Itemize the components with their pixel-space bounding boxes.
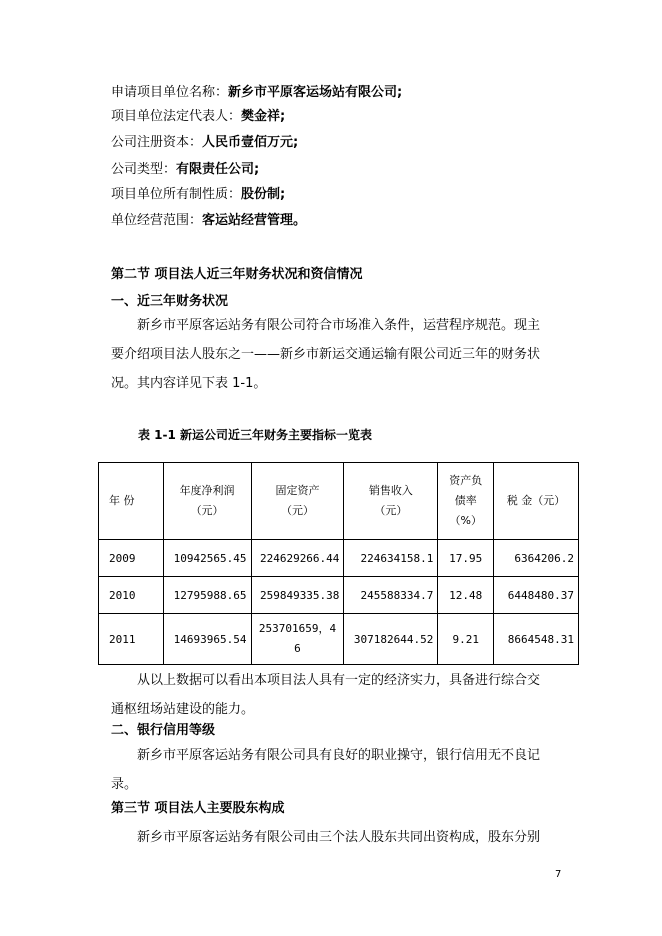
info-value: 樊金祥; — [241, 109, 286, 124]
header-line: （元） — [190, 504, 224, 517]
header-line: （元） — [374, 504, 408, 517]
table-caption: 表 1-1 新运公司近三年财务主要指标一览表 — [138, 428, 373, 442]
section-2-para3 — [111, 741, 551, 799]
info-label: 项目单位法定代表人： — [111, 109, 242, 124]
header-line: 销售收入 — [368, 484, 413, 497]
section-2-sub2: 二、银行信用等级 — [111, 723, 216, 738]
info-value: 客运站经营管理。 — [202, 213, 307, 228]
header-line: 年度净利润 — [179, 484, 235, 497]
info-line-scope — [111, 212, 306, 230]
cell-sales: 307182644.52 — [344, 614, 438, 665]
header-profit — [163, 463, 251, 540]
info-label: 公司类型： — [111, 162, 177, 177]
page-number: 7 — [555, 869, 562, 880]
para-line: 新乡市平原客运站务有限公司符合市场准入条件，运营程序规范。现主 — [137, 318, 541, 333]
header-year: 年 份 — [99, 463, 164, 540]
cell-year: 2009 — [99, 540, 164, 577]
section-3-para — [111, 823, 551, 852]
para-line: 通枢纽场站建设的能力。 — [111, 702, 255, 717]
cell-year: 2010 — [99, 577, 164, 614]
cell-tax: 6364206.2 — [494, 540, 579, 577]
section-2-para2 — [111, 666, 551, 724]
cell-assets: 259849335.38 — [251, 577, 344, 614]
header-debt-ratio — [438, 463, 494, 540]
info-line-applicant — [111, 84, 402, 102]
header-tax: 税 金（元） — [494, 463, 579, 540]
info-label: 项目单位所有制性质： — [111, 187, 242, 202]
header-assets — [251, 463, 344, 540]
cell-profit: 10942565.45 — [163, 540, 251, 577]
cell-assets: 224629266.44 — [251, 540, 344, 577]
cell-assets — [251, 614, 344, 665]
cell-line: 6 — [294, 642, 301, 655]
para-line: 新乡市平原客运站务有限公司由三个法人股东共同出资构成，股东分别 — [137, 830, 541, 845]
info-line-ownership — [111, 186, 285, 204]
para-line: 从以上数据可以看出本项目法人具有一定的经济实力，具备进行综合交 — [137, 673, 541, 688]
info-line-legal-rep — [111, 108, 285, 126]
header-line: （元） — [280, 504, 314, 517]
info-value: 股份制; — [241, 187, 286, 202]
info-line-capital — [111, 134, 298, 152]
header-line: 资产负 — [449, 474, 483, 487]
para-line: 新乡市平原客运站务有限公司具有良好的职业操守，银行信用无不良记 — [137, 748, 541, 763]
cell-debt: 17.95 — [438, 540, 494, 577]
section-3-title: 第三节 项目法人主要股东构成 — [111, 801, 285, 816]
info-label: 单位经营范围： — [111, 213, 203, 228]
para-line: 况。其内容详见下表 1-1。 — [111, 376, 267, 391]
info-label: 公司注册资本： — [111, 135, 203, 150]
cell-sales: 224634158.1 — [344, 540, 438, 577]
table-row — [99, 577, 579, 614]
financial-table — [98, 462, 579, 665]
cell-debt: 12.48 — [438, 577, 494, 614]
info-value: 新乡市平原客运场站有限公司; — [228, 85, 403, 100]
cell-debt: 9.21 — [438, 614, 494, 665]
header-line: 固定资产 — [275, 484, 320, 497]
cell-line: 253701659，4 — [258, 622, 337, 635]
section-2-sub1: 一、近三年财务状况 — [111, 294, 229, 309]
table-row — [99, 540, 579, 577]
header-sales — [344, 463, 438, 540]
cell-profit: 12795988.65 — [163, 577, 251, 614]
table-header-row — [99, 463, 579, 540]
info-value: 人民币壹佰万元; — [202, 135, 299, 150]
info-label: 申请项目单位名称： — [111, 85, 229, 100]
table-row — [99, 614, 579, 665]
cell-tax: 8664548.31 — [494, 614, 579, 665]
info-line-company-type — [111, 161, 259, 179]
info-value: 有限责任公司; — [176, 162, 260, 177]
section-2-title: 第二节 项目法人近三年财务状况和资信情况 — [111, 267, 363, 282]
header-line: 债率 — [454, 494, 477, 507]
para-line: 录。 — [111, 777, 138, 792]
cell-sales: 245588334.7 — [344, 577, 438, 614]
cell-year: 2011 — [99, 614, 164, 665]
para-line: 要介绍项目法人股东之一——新乡市新运交通运输有限公司近三年的财务状 — [111, 347, 541, 362]
cell-tax: 6448480.37 — [494, 577, 579, 614]
section-2-para1 — [111, 311, 551, 398]
header-line: （%） — [449, 514, 482, 527]
cell-profit: 14693965.54 — [163, 614, 251, 665]
